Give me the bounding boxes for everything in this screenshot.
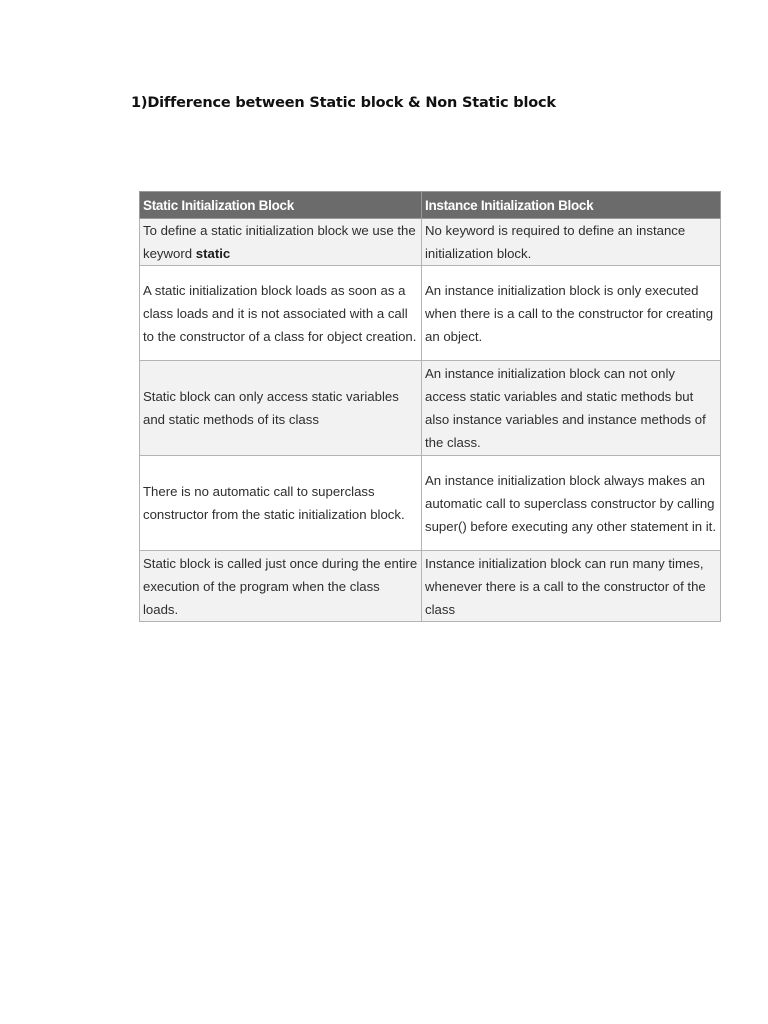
table-row xyxy=(140,219,721,266)
static-cell xyxy=(140,219,422,266)
instance-cell: No keyword is required to define an instance initialization block. xyxy=(422,219,721,266)
instance-cell: An instance initialization block is only executed when there is a call to the constructor for creating an object. xyxy=(422,266,721,361)
table-row xyxy=(140,456,721,551)
header-static-initialization-block: Static Initialization Block xyxy=(140,192,422,219)
static-cell: Static block can only access static variables and static methods of its class xyxy=(140,361,422,456)
static-keyword: static xyxy=(195,246,231,261)
instance-cell: An instance initialization block always makes an automatic call to superclass constructor by calling super() before executing any other statement in it. xyxy=(422,456,721,551)
table-row xyxy=(140,266,721,361)
static-cell: There is no automatic call to superclass constructor from the static initialization block. xyxy=(140,456,422,551)
comparison-table xyxy=(139,191,721,622)
static-cell-text: To define a static initialization block we use the keyword xyxy=(143,223,416,261)
instance-cell: An instance initialization block can not only access static variables and static methods but also instance variables and instance methods of the class. xyxy=(422,361,721,456)
static-cell: Static block is called just once during the entire execution of the program when the class loads. xyxy=(140,551,422,622)
page-heading: 1)Difference between Static block & Non Static block xyxy=(131,95,556,111)
table-row xyxy=(140,551,721,622)
static-cell: A static initialization block loads as soon as a class loads and it is not associated with a call to the constructor of a class for object creation. xyxy=(140,266,422,361)
table-header-row xyxy=(140,192,721,219)
instance-cell: Instance initialization block can run many times, whenever there is a call to the constructor of the class xyxy=(422,551,721,622)
header-instance-initialization-block: Instance Initialization Block xyxy=(422,192,721,219)
table-row xyxy=(140,361,721,456)
